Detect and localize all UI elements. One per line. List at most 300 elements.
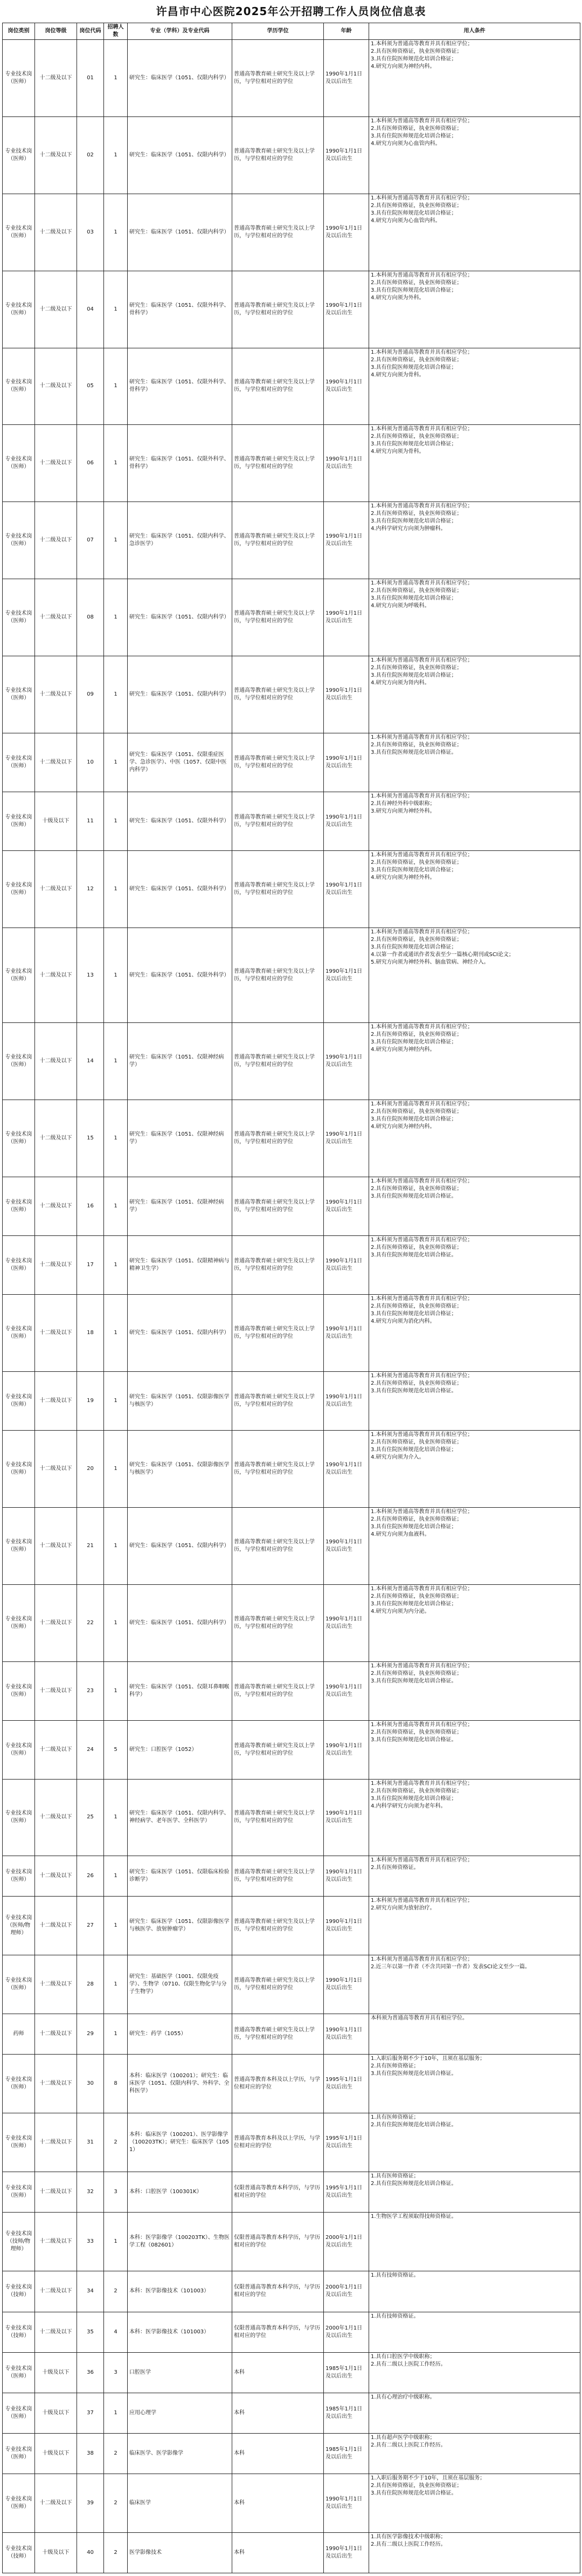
header-count: 招聘人数 bbox=[104, 23, 128, 40]
requirement-line: 3.具有住院医师规范化培训合格证； bbox=[371, 672, 457, 678]
requirements-cell bbox=[369, 1430, 580, 1507]
major-cell: 研究生：临床医学（1051、仅限神经病学） bbox=[128, 1023, 232, 1100]
category-cell: 专业技术岗 （医师） bbox=[3, 1177, 35, 1236]
count-cell: 1 bbox=[104, 1430, 128, 1507]
category-cell: 专业技术岗 （医师） bbox=[3, 1779, 35, 1856]
requirement-line: 2.具有医师资格证，执业医师资格证； bbox=[371, 1439, 462, 1445]
requirement-line: 1.本科须为普通高等教育并具有相应学位； bbox=[371, 1780, 473, 1787]
requirement-line: 3.具有住院医师规范化培训合格证； bbox=[371, 867, 457, 873]
requirements-cell bbox=[369, 792, 580, 850]
category-cell: 专业技术岗 （医师） bbox=[3, 2433, 35, 2474]
requirement-line: 3.具有住院医师规范化培训合格证。 bbox=[371, 1388, 457, 1395]
major-cell: 研究生：临床医学（1051、仅限影像医学与核医学） bbox=[128, 1372, 232, 1431]
count-cell: 5 bbox=[104, 1720, 128, 1779]
count-cell: 2 bbox=[104, 2113, 128, 2172]
requirements-cell bbox=[369, 1856, 580, 1897]
major-cell: 本科：临床医学（100201）、医学影像学（100203TK）；研究生：临床医学（1051） bbox=[128, 2113, 232, 2172]
requirement-line: 2.具有医师资格证，执业医师资格证； bbox=[371, 434, 462, 440]
education-cell: 普通高等教育硕士研究生及以上学历，与学位相对应的学位 bbox=[232, 1295, 324, 1372]
table-row bbox=[3, 2393, 580, 2433]
requirement-line: 2.具有医师资格证，执业医师资格证； bbox=[371, 1245, 462, 1251]
major-cell: 应用心理学 bbox=[128, 2393, 232, 2433]
category-cell: 药师 bbox=[3, 2014, 35, 2055]
requirement-line: 1.入职后服务期不少于10年，且须在基层服务； bbox=[371, 2056, 486, 2062]
age-cell: 1990年1月1日及以后出生 bbox=[324, 1430, 369, 1507]
requirement-line: 1.本科须为普通高等教育并具有相应学位； bbox=[371, 1237, 473, 1244]
level-cell: 十二级及以下 bbox=[35, 1372, 77, 1431]
education-cell: 普通高等教育硕士研究生及以上学历，与学位相对应的学位 bbox=[232, 1507, 324, 1584]
level-cell: 十二级及以下 bbox=[35, 1295, 77, 1372]
education-cell: 普通高等教育硕士研究生及以上学历，与学位相对应的学位 bbox=[232, 850, 324, 928]
table-row bbox=[3, 1236, 580, 1295]
requirement-line: 4.研究方向须为肾内科。 bbox=[371, 680, 430, 686]
count-cell: 1 bbox=[104, 2213, 128, 2271]
code-cell: 30 bbox=[77, 2055, 104, 2113]
requirement-line: 1.本科须为普通高等教育并具有相应学位； bbox=[371, 1585, 473, 1592]
requirements-cell bbox=[369, 1955, 580, 2014]
major-cell: 研究生：临床医学（1051、仅限内科学） bbox=[128, 1507, 232, 1584]
code-cell: 28 bbox=[77, 1955, 104, 2014]
requirement-line: 4.研究方向须为心血管内科。 bbox=[371, 140, 441, 147]
requirement-line: 1.本科须为普通高等教育并具有相应学位； bbox=[371, 41, 473, 47]
category-cell: 专业技术岗 （技师） bbox=[3, 2312, 35, 2352]
requirement-line: 2.具有医师资格证，执业医师资格证； bbox=[371, 588, 462, 594]
requirement-line: 2.具有二级以上医院工作经历。 bbox=[371, 2361, 446, 2367]
code-cell: 33 bbox=[77, 2213, 104, 2271]
category-cell: 专业技术岗 （医师） bbox=[3, 1856, 35, 1897]
table-row bbox=[3, 1584, 580, 1661]
requirement-line: 1.本科须为普通高等教育并具有相应学位； bbox=[371, 734, 473, 740]
table-row bbox=[3, 1100, 580, 1177]
education-cell: 本科 bbox=[232, 2474, 324, 2532]
education-cell: 普通高等教育硕士研究生及以上学历，与学位相对应的学位 bbox=[232, 1955, 324, 2014]
requirements-cell bbox=[369, 1100, 580, 1177]
requirement-line: 4.研究方向须为神经外科。 bbox=[371, 874, 435, 881]
count-cell: 1 bbox=[104, 1100, 128, 1177]
count-cell: 1 bbox=[104, 271, 128, 348]
level-cell: 十二级及以下 bbox=[35, 1177, 77, 1236]
education-cell: 普通高等教育硕士研究生及以上学历，与学位相对应的学位 bbox=[232, 1856, 324, 1897]
requirements-cell bbox=[369, 1897, 580, 1955]
count-cell: 8 bbox=[104, 2055, 128, 2113]
age-cell: 1990年1月1日及以后出生 bbox=[324, 2014, 369, 2055]
requirement-line: 3.具有住院医师规范化培训合格证； bbox=[371, 944, 457, 950]
requirement-line: 2.具有医师资格证，执业医师资格证； bbox=[371, 1593, 462, 1599]
count-cell: 2 bbox=[104, 2474, 128, 2532]
age-cell: 1990年1月1日及以后出生 bbox=[324, 271, 369, 348]
requirement-line: 3.具有住院医师规范化培训合格证； bbox=[371, 1311, 457, 1317]
count-cell: 1 bbox=[104, 348, 128, 425]
code-cell: 02 bbox=[77, 116, 104, 194]
level-cell: 十级及以下 bbox=[35, 2393, 77, 2433]
level-cell: 十二级及以下 bbox=[35, 1661, 77, 1720]
requirement-line: 3.具有住院医师规范化培训合格证； bbox=[371, 56, 457, 62]
category-cell: 专业技术岗 （医师） bbox=[3, 1720, 35, 1779]
requirement-line: 1.本科须为普通高等教育并具有相应学位； bbox=[371, 1431, 473, 1438]
requirement-line: 1.本科须为普通高等教育并具有相应学位； bbox=[371, 195, 473, 201]
count-cell: 1 bbox=[104, 40, 128, 117]
education-cell: 普通高等教育硕士研究生及以上学历，与学位相对应的学位 bbox=[232, 271, 324, 348]
requirement-line: 1.具有技师资格证。 bbox=[371, 2313, 419, 2319]
requirement-line: 4.研究方向须为心血管内科。 bbox=[371, 217, 441, 224]
requirements-cell bbox=[369, 1720, 580, 1779]
category-cell: 专业技术岗 （医师） bbox=[3, 850, 35, 928]
category-cell: 专业技术岗 （医师） bbox=[3, 792, 35, 850]
major-cell: 研究生：临床医学（1051、仅限内科学） bbox=[128, 194, 232, 271]
requirement-line: 4.研究方向须为神经内科。 bbox=[371, 1047, 435, 1053]
table-row bbox=[3, 1955, 580, 2014]
requirement-line: 1.本科须为普通高等教育并具有相应学位； bbox=[371, 1721, 473, 1728]
age-cell: 1990年1月1日及以后出生 bbox=[324, 850, 369, 928]
table-row bbox=[3, 1897, 580, 1955]
requirement-line: 3.具有住院医师规范化培训合格证； bbox=[371, 1116, 457, 1123]
requirement-line: 3.具有住院医师规范化培训合格证； bbox=[371, 210, 457, 216]
job-table bbox=[2, 23, 580, 2573]
code-cell: 01 bbox=[77, 40, 104, 117]
table-row bbox=[3, 928, 580, 1023]
major-cell: 本科：临床医学（100201）；研究生：临床医学（1051、仅限内科学、外科学、全科医学） bbox=[128, 2055, 232, 2113]
requirement-line: 2.研究方向须为放射治疗。 bbox=[371, 1905, 435, 1912]
major-cell: 研究生：临床医学（1051、仅限内科学、神经病学、老年医学、全科医学） bbox=[128, 1779, 232, 1856]
table-row bbox=[3, 425, 580, 502]
education-cell: 本科 bbox=[232, 2433, 324, 2474]
requirement-line: 1.具有口腔医学中级职称； bbox=[371, 2353, 435, 2360]
age-cell: 1990年1月1日及以后出生 bbox=[324, 502, 369, 579]
table-row bbox=[3, 116, 580, 194]
code-cell: 11 bbox=[77, 792, 104, 850]
requirement-line: 3.具有住院医师规范化培训合格证。 bbox=[371, 749, 457, 755]
major-cell: 研究生：临床医学（1051、仅限外科学） bbox=[128, 928, 232, 1023]
requirement-line: 2.具有医师资格证，执业医师资格证； bbox=[371, 1516, 462, 1522]
education-cell: 普通高等教育硕士研究生及以上学历，与学位相对应的学位 bbox=[232, 194, 324, 271]
code-cell: 40 bbox=[77, 2532, 104, 2573]
age-cell: 1990年1月1日及以后出生 bbox=[324, 1584, 369, 1661]
requirement-line: 4.研究方向须为呼吸科。 bbox=[371, 603, 430, 609]
major-cell: 研究生：基础医学（1001、仅限免疫学）、生物学（0710、仅限生物化学与分子生物学） bbox=[128, 1955, 232, 2014]
requirement-line: 3.具有住院医师规范化培训合格证； bbox=[371, 441, 457, 448]
requirement-line: 4.内科学研究方向须为肿瘤科。 bbox=[371, 526, 446, 532]
requirement-line: 2.具有医师资格证，执业医师资格证； bbox=[371, 1109, 462, 1115]
requirement-line: 3.具有住院医师规范化培训合格证。 bbox=[371, 1736, 457, 1743]
major-cell: 研究生：临床医学（1051、仅限耳鼻咽喉科学） bbox=[128, 1661, 232, 1720]
requirement-line: 1.本科须为普通高等教育并具有相应学位； bbox=[371, 118, 473, 124]
table-row bbox=[3, 194, 580, 271]
requirements-cell bbox=[369, 579, 580, 656]
category-cell: 专业技术岗 （医师） bbox=[3, 348, 35, 425]
requirement-line: 2.具有医师资格证，执业医师资格证； bbox=[371, 1380, 462, 1387]
requirement-line: 1.本科须为普通高等教育并具有相应学位； bbox=[371, 1296, 473, 1302]
code-cell: 29 bbox=[77, 2014, 104, 2055]
requirement-line: 2.具有医师资格证，执业医师资格证； bbox=[371, 1186, 462, 1192]
level-cell: 十二级及以下 bbox=[35, 1507, 77, 1584]
category-cell: 专业技术岗 （医师） bbox=[3, 40, 35, 117]
requirements-cell bbox=[369, 2271, 580, 2312]
requirement-line: 2.具有神经外科中级职称； bbox=[371, 800, 435, 807]
count-cell: 1 bbox=[104, 1295, 128, 1372]
requirement-line: 1.本科须为普通高等教育并具有相应学位； bbox=[371, 929, 473, 935]
requirement-line: 4.研究方向须为血液科。 bbox=[371, 1531, 430, 1537]
requirement-line: 1.具有技师资格证。 bbox=[371, 2272, 419, 2279]
requirements-cell bbox=[369, 656, 580, 733]
age-cell: 1990年1月1日及以后出生 bbox=[324, 1507, 369, 1584]
education-cell: 普通高等教育硕士研究生及以上学历，与学位相对应的学位 bbox=[232, 1779, 324, 1856]
table-row bbox=[3, 2055, 580, 2113]
major-cell: 研究生：临床医学（1051、仅限内科学） bbox=[128, 40, 232, 117]
table-row bbox=[3, 1856, 580, 1897]
age-cell: 1990年1月1日及以后出生 bbox=[324, 1897, 369, 1955]
category-cell: 专业技术岗 （医师） bbox=[3, 425, 35, 502]
requirement-line: 3.具有住院医师规范化培训合格证； bbox=[371, 133, 457, 139]
level-cell: 十二级及以下 bbox=[35, 271, 77, 348]
code-cell: 20 bbox=[77, 1430, 104, 1507]
requirement-line: 2.具有医师资格证，执业医师资格证； bbox=[371, 125, 462, 132]
table-row bbox=[3, 1177, 580, 1236]
major-cell: 研究生：临床医学（1051、仅限重症医学、急诊医学）、中医（1057、仅限中医内科学） bbox=[128, 733, 232, 792]
header-code: 岗位代码 bbox=[77, 23, 104, 40]
requirement-line: 1.本科须为普通高等教育并具有相应学位； bbox=[371, 1857, 473, 1864]
education-cell: 普通高等教育硕士研究生及以上学历，与学位相对应的学位 bbox=[232, 40, 324, 117]
requirement-line: 1.本科须为普通高等教育并具有相应学位； bbox=[371, 1898, 473, 1904]
education-cell: 普通高等教育硕士研究生及以上学历，与学位相对应的学位 bbox=[232, 733, 324, 792]
requirement-line: 4.研究方向须为内分泌。 bbox=[371, 1608, 430, 1615]
education-cell: 普通高等教育本科及以上学历，与学位相对应的学位 bbox=[232, 2113, 324, 2172]
major-cell: 研究生：临床医学（1051、仅限内科学） bbox=[128, 116, 232, 194]
count-cell: 1 bbox=[104, 1584, 128, 1661]
level-cell: 十二级及以下 bbox=[35, 2113, 77, 2172]
count-cell: 3 bbox=[104, 2172, 128, 2213]
requirement-line: 1.本科须为普通高等教育并具有相应学位； bbox=[371, 1101, 473, 1108]
requirement-line: 2.具有住院医师规范化培训合格证。 bbox=[371, 2122, 457, 2128]
education-cell: 普通高等教育硕士研究生及以上学历，与学位相对应的学位 bbox=[232, 502, 324, 579]
code-cell: 13 bbox=[77, 928, 104, 1023]
age-cell: 1990年1月1日及以后出生 bbox=[324, 1372, 369, 1431]
level-cell: 十二级及以下 bbox=[35, 2474, 77, 2532]
requirements-cell bbox=[369, 1177, 580, 1236]
category-cell: 专业技术岗 （医师） bbox=[3, 116, 35, 194]
count-cell: 1 bbox=[104, 2393, 128, 2433]
requirement-line: 2.具有医师资格证，执业医师资格证； bbox=[371, 1032, 462, 1038]
requirement-line: 4.研究方向须为消化内科。 bbox=[371, 1318, 435, 1325]
requirement-line: 2.具有医师资格证，执业医师资格证； bbox=[371, 859, 462, 865]
level-cell: 十二级及以下 bbox=[35, 1897, 77, 1955]
code-cell: 09 bbox=[77, 656, 104, 733]
table-row bbox=[3, 2312, 580, 2352]
requirement-line: 1.本科须为普通高等教育并具有相应学位； bbox=[371, 851, 473, 858]
code-cell: 17 bbox=[77, 1236, 104, 1295]
education-cell: 普通高等教育硕士研究生及以上学历，与学位相对应的学位 bbox=[232, 1100, 324, 1177]
count-cell: 1 bbox=[104, 1236, 128, 1295]
requirement-line: 3.具有住院医师规范化培训合格证； bbox=[371, 595, 457, 602]
level-cell: 十二级及以下 bbox=[35, 2014, 77, 2055]
table-row bbox=[3, 40, 580, 117]
count-cell: 1 bbox=[104, 1955, 128, 2014]
count-cell: 2 bbox=[104, 2271, 128, 2312]
major-cell: 研究生：临床医学（1051、仅限外科学） bbox=[128, 850, 232, 928]
education-cell: 仅限普通高等教育本科学历，与学历相对应的学位 bbox=[232, 2213, 324, 2271]
table-row bbox=[3, 1779, 580, 1856]
requirements-cell bbox=[369, 2172, 580, 2213]
level-cell: 十二级及以下 bbox=[35, 2271, 77, 2312]
header-major: 专业（学科）及专业代码 bbox=[128, 23, 232, 40]
age-cell: 1990年1月1日及以后出生 bbox=[324, 40, 369, 117]
requirement-line: 2.具有二级以上医院工作经历。 bbox=[371, 2541, 446, 2547]
table-row bbox=[3, 2433, 580, 2474]
age-cell: 1990年1月1日及以后出生 bbox=[324, 1720, 369, 1779]
requirements-cell bbox=[369, 928, 580, 1023]
requirements-cell bbox=[369, 1023, 580, 1100]
requirements-cell bbox=[369, 1295, 580, 1372]
age-cell: 1990年1月1日及以后出生 bbox=[324, 928, 369, 1023]
major-cell: 本科：医学影像学（100203TK）、生物医学工程（082601） bbox=[128, 2213, 232, 2271]
table-row bbox=[3, 1720, 580, 1779]
major-cell: 研究生：临床医学（1051、仅限外科学、骨科学） bbox=[128, 271, 232, 348]
level-cell: 十二级及以下 bbox=[35, 1779, 77, 1856]
major-cell: 研究生：药学（1055） bbox=[128, 2014, 232, 2055]
requirement-line: 1.本科须为普通高等教育并具有相应学位； bbox=[371, 272, 473, 278]
major-cell: 医学影像技术 bbox=[128, 2532, 232, 2573]
category-cell: 专业技术岗 （医师） bbox=[3, 2393, 35, 2433]
education-cell: 普通高等教育硕士研究生及以上学历，与学位相对应的学位 bbox=[232, 1430, 324, 1507]
table-row bbox=[3, 1430, 580, 1507]
category-cell: 专业技术岗 （医师） bbox=[3, 2474, 35, 2532]
requirements-cell bbox=[369, 1236, 580, 1295]
requirement-line: 1.具有医学影像技术中级职称； bbox=[371, 2533, 446, 2540]
table-body bbox=[3, 40, 580, 2573]
count-cell: 1 bbox=[104, 1897, 128, 1955]
level-cell: 十二级及以下 bbox=[35, 1584, 77, 1661]
level-cell: 十级及以下 bbox=[35, 2532, 77, 2573]
age-cell: 1990年1月1日及以后出生 bbox=[324, 116, 369, 194]
requirements-cell bbox=[369, 2474, 580, 2532]
table-row bbox=[3, 579, 580, 656]
major-cell: 研究生：临床医学（1051、仅限神经病学） bbox=[128, 1100, 232, 1177]
requirement-line: 3.具有住院医师规范化培训合格证。 bbox=[371, 1252, 457, 1259]
requirement-line: 1.本科须为普通高等教育并具有相应学位； bbox=[371, 1663, 473, 1669]
count-cell: 1 bbox=[104, 502, 128, 579]
major-cell: 研究生：临床医学（1051、仅限影像医学与核医学、放射肿瘤学） bbox=[128, 1897, 232, 1955]
requirement-line: 2.具有医师资格证。 bbox=[371, 1865, 419, 1871]
count-cell: 1 bbox=[104, 1661, 128, 1720]
requirement-line: 1.本科须为普通高等教育并具有相应学位； bbox=[371, 657, 473, 663]
age-cell: 1990年1月1日及以后出生 bbox=[324, 1856, 369, 1897]
category-cell: 专业技术岗 （医师） bbox=[3, 2055, 35, 2113]
header-row bbox=[3, 23, 580, 40]
requirements-cell bbox=[369, 348, 580, 425]
level-cell: 十二级及以下 bbox=[35, 579, 77, 656]
age-cell: 1995年1月1日及以后出生 bbox=[324, 2113, 369, 2172]
requirement-line: 2.具有医师资格证，执业医师资格证； bbox=[371, 741, 462, 748]
education-cell: 普通高等教育硕士研究生及以上学历，与学位相对应的学位 bbox=[232, 1236, 324, 1295]
age-cell: 1990年1月1日及以后出生 bbox=[324, 792, 369, 850]
table-row bbox=[3, 2352, 580, 2393]
requirement-line: 1.具有心理治疗中级职称。 bbox=[371, 2394, 435, 2400]
age-cell: 2000年1月1日及以后出生 bbox=[324, 2312, 369, 2352]
education-cell: 普通高等教育硕士研究生及以上学历，与学位相对应的学位 bbox=[232, 116, 324, 194]
category-cell: 专业技术岗 （医师/物理师） bbox=[3, 1897, 35, 1955]
table-row bbox=[3, 1295, 580, 1372]
count-cell: 1 bbox=[104, 1779, 128, 1856]
major-cell: 本科：医学影像技术（101003） bbox=[128, 2271, 232, 2312]
requirements-cell bbox=[369, 271, 580, 348]
level-cell: 十级及以下 bbox=[35, 792, 77, 850]
requirements-cell bbox=[369, 116, 580, 194]
level-cell: 十二级及以下 bbox=[35, 1720, 77, 1779]
requirement-line: 1.本科须为普通高等教育并具有相应学位； bbox=[371, 1956, 473, 1963]
level-cell: 十二级及以下 bbox=[35, 194, 77, 271]
code-cell: 22 bbox=[77, 1584, 104, 1661]
category-cell: 专业技术岗 （技师） bbox=[3, 2532, 35, 2573]
category-cell: 专业技术岗 （医师） bbox=[3, 1955, 35, 2014]
age-cell: 1995年1月1日及以后出生 bbox=[324, 2172, 369, 2213]
level-cell: 十二级及以下 bbox=[35, 2213, 77, 2271]
age-cell: 1990年1月1日及以后出生 bbox=[324, 425, 369, 502]
table-row bbox=[3, 2474, 580, 2532]
education-cell: 本科 bbox=[232, 2393, 324, 2433]
education-cell: 仅限普通高等教育本科学历，与学历相对应的学位 bbox=[232, 2172, 324, 2213]
requirements-cell bbox=[369, 1372, 580, 1431]
requirement-line: 3.具有住院医师规范化培训合格证； bbox=[371, 1795, 457, 1802]
requirement-line: 2.具有医师资格证； bbox=[371, 2063, 419, 2070]
age-cell: 1990年1月1日及以后出生 bbox=[324, 579, 369, 656]
category-cell: 专业技术岗 （医师） bbox=[3, 1584, 35, 1661]
count-cell: 1 bbox=[104, 194, 128, 271]
code-cell: 07 bbox=[77, 502, 104, 579]
age-cell: 2000年1月1日及以后出生 bbox=[324, 2271, 369, 2312]
major-cell: 研究生：临床医学（1051、仅限外科学、骨科学） bbox=[128, 425, 232, 502]
requirement-line: 4.内科学研究方向须为老年科。 bbox=[371, 1803, 446, 1809]
requirements-cell bbox=[369, 2532, 580, 2573]
count-cell: 1 bbox=[104, 850, 128, 928]
level-cell: 十二级及以下 bbox=[35, 348, 77, 425]
table-row bbox=[3, 792, 580, 850]
requirement-line: 2.具有医师资格证，执业医师资格证； bbox=[371, 665, 462, 671]
count-cell: 2 bbox=[104, 2433, 128, 2474]
requirement-line: 4.研究方向须为神经内科。 bbox=[371, 64, 435, 70]
code-cell: 06 bbox=[77, 425, 104, 502]
count-cell: 1 bbox=[104, 1507, 128, 1584]
age-cell: 1990年1月1日及以后出生 bbox=[324, 2532, 369, 2573]
requirement-line: 2.具有二级以上医院工作经历。 bbox=[371, 2442, 446, 2448]
requirement-line: 1.本科须为普通高等教育并具有相应学位； bbox=[371, 426, 473, 432]
table-row bbox=[3, 348, 580, 425]
code-cell: 32 bbox=[77, 2172, 104, 2213]
requirements-cell bbox=[369, 2113, 580, 2172]
category-cell: 专业技术岗 （医师） bbox=[3, 656, 35, 733]
level-cell: 十级及以下 bbox=[35, 2352, 77, 2393]
count-cell: 1 bbox=[104, 733, 128, 792]
requirement-line: 1.本科须为普通高等教育并具有相应学位； bbox=[371, 349, 473, 355]
major-cell: 研究生：临床医学（1051、仅限精神病与精神卫生学） bbox=[128, 1236, 232, 1295]
requirement-line: 3.研究方向须为神经外科。 bbox=[371, 808, 435, 814]
education-cell: 普通高等教育硕士研究生及以上学历，与学位相对应的学位 bbox=[232, 579, 324, 656]
requirements-cell bbox=[369, 1584, 580, 1661]
education-cell: 普通高等教育硕士研究生及以上学历，与学位相对应的学位 bbox=[232, 2014, 324, 2055]
count-cell: 1 bbox=[104, 792, 128, 850]
category-cell: 专业技术岗 （医师） bbox=[3, 271, 35, 348]
requirement-line: 3.具有住院医师规范化培训合格证。 bbox=[371, 2071, 457, 2077]
requirement-line: 4.研究方向须为神经内科。 bbox=[371, 1124, 435, 1130]
requirement-line: 1.具有医师资格证； bbox=[371, 2173, 419, 2180]
table-row bbox=[3, 2213, 580, 2271]
category-cell: 专业技术岗 （医师） bbox=[3, 1023, 35, 1100]
level-cell: 十二级及以下 bbox=[35, 116, 77, 194]
age-cell: 1990年1月1日及以后出生 bbox=[324, 1779, 369, 1856]
code-cell: 19 bbox=[77, 1372, 104, 1431]
level-cell: 十二级及以下 bbox=[35, 425, 77, 502]
table-row bbox=[3, 1372, 580, 1431]
table-row bbox=[3, 733, 580, 792]
requirement-line: 2.具有医师资格证，执业医师资格证； bbox=[371, 936, 462, 943]
